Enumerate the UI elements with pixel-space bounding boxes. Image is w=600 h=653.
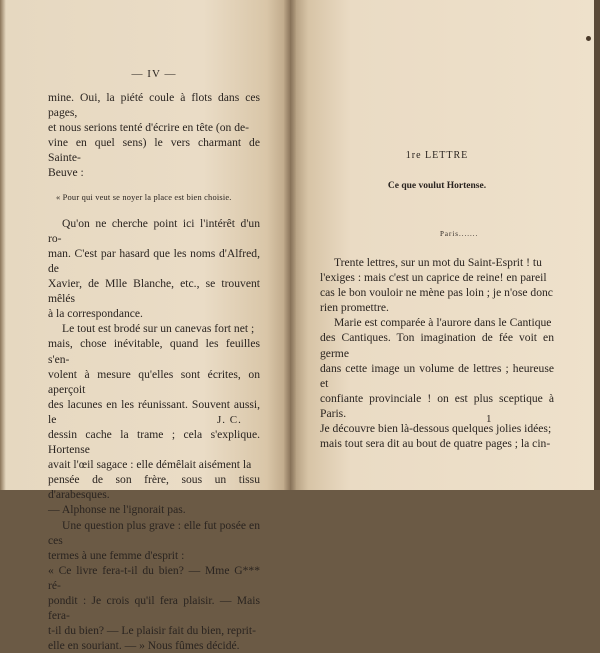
letter-heading: 1re LETTRE [405,150,469,161]
text-line: mais tout sera dit au bout de quatre pages ; la cin- [320,437,551,451]
book-gutter [284,0,296,490]
text-line: Qu'on ne cherche point ici l'intérêt d'un ro- [48,216,260,245]
paragraph [320,315,554,451]
text-line: Le tout est brodé sur un canevas fort net ; [62,322,255,336]
text-line: dessin cache la trame ; cela s'explique. Hortense [48,427,260,457]
text-line: confiante provinciale ! on est plus sceptique à Paris. [320,391,554,420]
left-page-edge [0,0,6,490]
text-line: rien promettre. [320,301,389,315]
text-line: cas le bon vouloir ne mène pas loin ; je n'ose donc [320,286,553,300]
text-line: à la correspondance. [48,307,143,321]
text-line: pondit : Je crois qu'il fera plaisir. — Mais fera- [48,594,260,623]
text-line: man. C'est par hasard que les noms d'Alfred, de [48,246,260,275]
right-page-text [320,255,554,451]
text-line: elle en souriant. — » Nous fûmes décidé. [48,639,240,653]
letter-place: Paris....... [440,230,479,238]
text-line: volent à mesure qu'elles sont écrites, on aperçoit [48,367,260,396]
paragraph [320,255,554,315]
text-line: Beuve : [48,166,84,180]
text-line: l'exiges : mais c'est un caprice de reine! en pareil [320,271,547,285]
text-line: mais, chose inévitable, quand les feuilles s'en- [48,337,260,366]
text-line: « Ce livre fera-t-il du bien? — Mme G*** ré- [48,563,260,592]
text-line: et nous serions tenté d'écrire en tête (on de- [48,121,250,135]
text-line: dans cette image un volume de lettres ; heureuse et [320,361,554,390]
paragraph [48,518,260,653]
text-line: pensée de son frère, sous un tissu d'arabesques. [48,473,260,502]
page-number: 1 [486,413,492,425]
text-line: avait l'œil sagace : elle démêlait aisément la [48,458,252,472]
quotation: « Pour qui veut se noyer la place est bien choisie. [56,192,232,202]
right-page [290,0,594,490]
text-line: Une question plus grave : elle fut posée en ces [48,518,260,547]
text-line: Xavier, de Mlle Blanche, etc., se trouvent mêlés [48,277,260,306]
letter-title: Ce que voulut Hortense. [387,181,487,191]
text-line: Trente lettres, sur un mot du Saint-Esprit ! tu [334,256,542,269]
text-line: — Alphonse ne l'ignorait pas. [48,503,186,517]
text-line: Marie est comparée à l'aurore dans le Cantique [334,316,552,330]
left-page [0,0,290,653]
opening-paragraph [48,90,260,181]
text-line: des lacunes en les réunissant. Souvent aussi, le [48,397,260,426]
paragraph [48,216,260,322]
text-line: termes à une femme d'esprit : [48,548,185,562]
text-line: des Cantiques. Ton imagination de fée voit en germe [320,331,554,360]
left-page-text [48,90,260,653]
text-line: t-il du bien? — Le plaisir fait du bien, reprit- [48,624,256,638]
left-folio: — IV — [131,68,177,80]
ink-spot [586,36,591,41]
text-line: mine. Oui, la piété coule à flots dans ces pages, [48,91,260,120]
signature: J. C. [217,414,242,426]
text-line: Je découvre bien là-dessous quelques jolies idées; [320,422,552,436]
text-line: vine en quel sens) le vers charmant de Sainte- [48,136,260,165]
right-page-edge [594,0,600,490]
